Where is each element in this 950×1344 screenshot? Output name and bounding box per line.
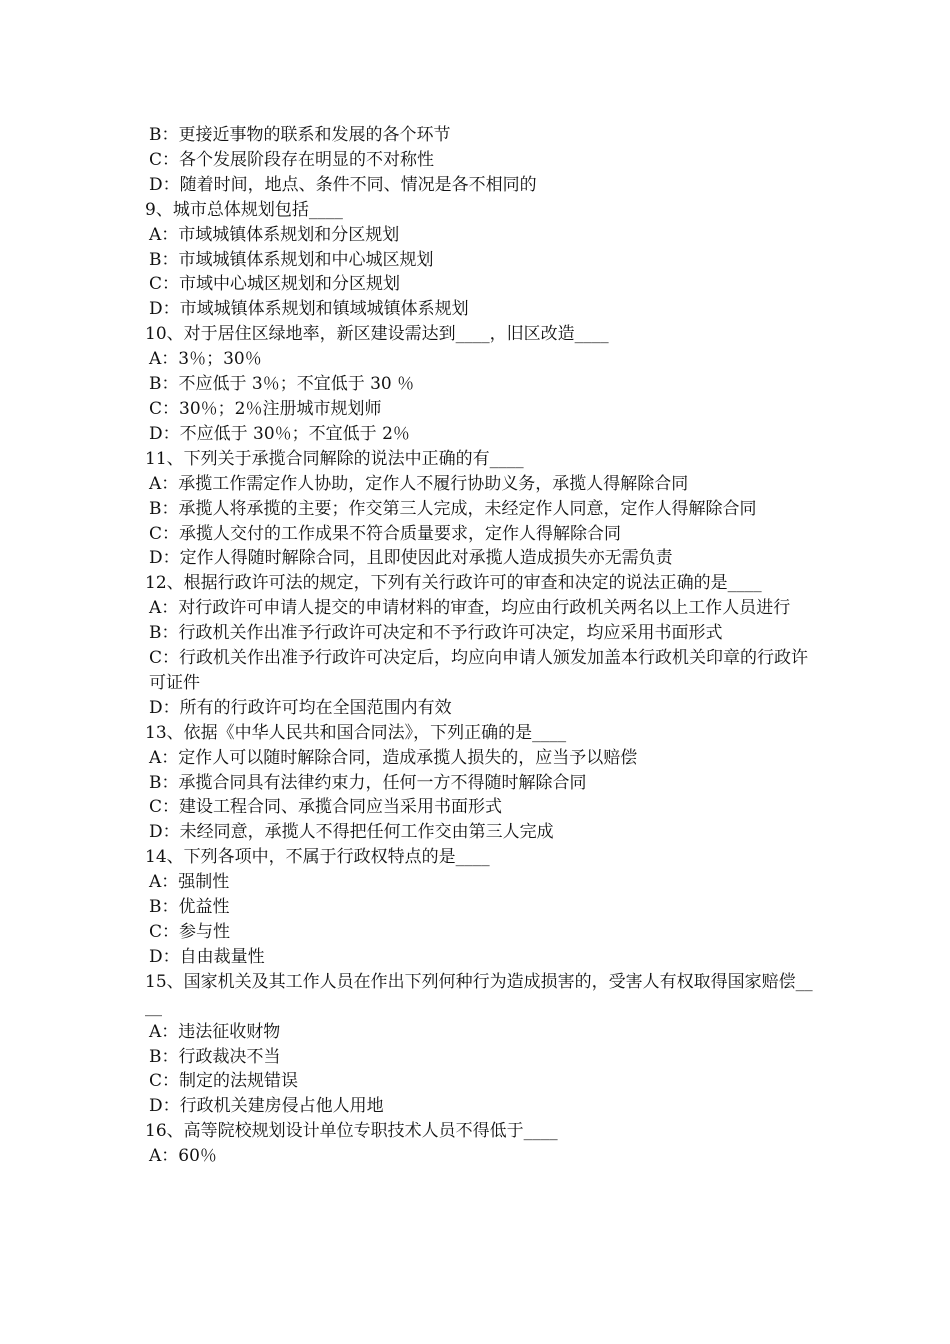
question-stem: 10、对于居住区绿地率，新区建设需达到____，旧区改造____ — [145, 324, 609, 345]
question-stem: 11、下列关于承揽合同解除的说法中正确的有____ — [145, 448, 524, 469]
answer-option: C：各个发展阶段存在明显的不对称性 — [149, 149, 435, 170]
answer-option: C：30％；2％注册城市规划师 — [149, 398, 382, 419]
answer-option: C：市域中心城区规划和分区规划 — [149, 274, 401, 295]
answer-option: D：行政机关建房侵占他人用地 — [149, 1096, 384, 1117]
answer-option: B：优益性 — [149, 897, 230, 918]
answer-option: A：违法征收财物 — [149, 1021, 281, 1042]
question-stem: 12、根据行政许可法的规定，下列有关行政许可的审查和决定的说法正确的是____ — [145, 573, 762, 594]
question-stem: 15、国家机关及其工作人员在作出下列何种行为造成损害的，受害人有权取得国家赔偿____ — [145, 971, 813, 1017]
answer-option: A：对行政许可申请人提交的申请材料的审查，均应由行政机关两名以上工作人员进行 — [149, 598, 791, 619]
answer-option: B：行政机关作出准予行政许可决定和不予行政许可决定，均应采用书面形式 — [149, 623, 723, 644]
answer-option: D：随着时间，地点、条件不同、情况是各不相同的 — [149, 174, 537, 195]
answer-option: A：定作人可以随时解除合同，造成承揽人损失的，应当予以赔偿 — [149, 747, 638, 768]
answer-option: A：3％；30％ — [149, 349, 262, 370]
question-stem: 16、高等院校规划设计单位专职技术人员不得低于____ — [145, 1121, 558, 1142]
answer-option: C：承揽人交付的工作成果不符合质量要求，定作人得解除合同 — [149, 523, 622, 544]
answer-option: C：建设工程合同、承揽合同应当采用书面形式 — [149, 797, 503, 818]
answer-option: C：制定的法规错误 — [149, 1071, 299, 1092]
answer-option: B：市域城镇体系规划和中心城区规划 — [149, 249, 434, 270]
answer-option: B：不应低于 3％；不宜低于 30 ％ — [149, 374, 415, 395]
answer-option: B：行政裁决不当 — [149, 1046, 281, 1067]
document-body — [145, 123, 815, 1169]
answer-option: B：承揽人将承揽的主要；作交第三人完成，未经定作人同意，定作人得解除合同 — [149, 498, 757, 519]
answer-option: B：承揽合同具有法律约束力，任何一方不得随时解除合同 — [149, 772, 587, 793]
answer-option: D：不应低于 30％；不宜低于 2％ — [149, 423, 410, 444]
question-stem: 9、城市总体规划包括____ — [145, 199, 343, 220]
answer-option: D：自由裁量性 — [149, 946, 265, 967]
question-stem: 13、依据《中华人民共和国合同法》，下列正确的是____ — [145, 722, 567, 743]
answer-option: A：市域城镇体系规划和分区规划 — [149, 224, 400, 245]
answer-option: A：承揽工作需定作人协助，定作人不履行协助义务，承揽人得解除合同 — [149, 473, 689, 494]
answer-option: C：参与性 — [149, 922, 231, 942]
answer-option: B：更接近事物的联系和发展的各个环节 — [149, 125, 451, 145]
answer-option: D：未经同意，承揽人不得把任何工作交由第三人完成 — [149, 822, 554, 843]
answer-option: A：强制性 — [149, 872, 230, 893]
answer-option: A：60％ — [149, 1146, 217, 1167]
question-stem: 14、下列各项中，不属于行政权特点的是____ — [145, 847, 490, 868]
answer-option: D：定作人得随时解除合同，且即使因此对承揽人造成损失亦无需负责 — [149, 548, 673, 569]
answer-option: C：行政机关作出准予行政许可决定后，均应向申请人颁发加盖本行政机关印章的行政许可证件 — [149, 648, 809, 693]
answer-option: D：所有的行政许可均在全国范围内有效 — [149, 697, 452, 718]
answer-option: D：市域城镇体系规划和镇域城镇体系规划 — [149, 299, 469, 320]
